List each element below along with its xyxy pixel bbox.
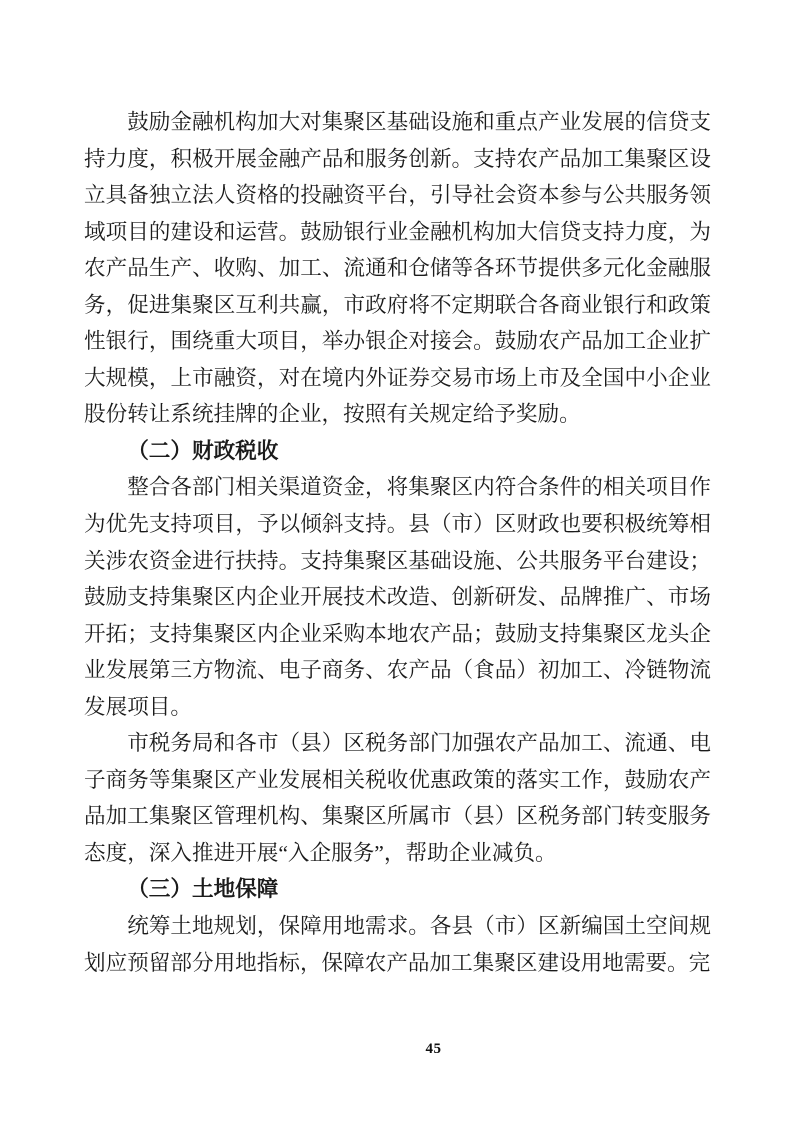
page-number: 45 bbox=[425, 1041, 442, 1057]
paragraph: 整合各部门相关渠道资金，将集聚区内符合条件的相关项目作为优先支持项目，予以倾斜支持。县（市）区财政也要积极统筹相关涉农资金进行扶持。支持集聚区基础设施、公共服务平台建设；鼓励支持集聚区内企业开展技术改造、创新研发、品牌推广、市场开拓；支持集聚区内企业采购本地农产品；鼓励支持集聚区龙头企业发展第三方物流、电子商务、农产品（食品）初加工、冷链物流发展项目。 bbox=[84, 475, 711, 719]
section-heading: （二）财政税收 bbox=[127, 438, 279, 463]
document-body bbox=[84, 104, 711, 981]
paragraph: 鼓励金融机构加大对集聚区基础设施和重点产业发展的信贷支持力度，积极开展金融产品和服务创新。支持农产品加工集聚区设立具备独立法人资格的投融资平台，引导社会资本参与公共服务领域项目的建设和运营。鼓励银行业金融机构加大信贷支持力度，为农产品生产、收购、加工、流通和仓储等各环节提供多元化金融服务，促进集聚区互利共赢，市政府将不定期联合各商业银行和政策性银行，围绕重大项目，举办银企对接会。鼓励农产品加工企业扩大规模，上市融资，对在境内外证券交易市场上市及全国中小企业股份转让系统挂牌的企业，按照有关规定给予奖励。 bbox=[84, 110, 711, 427]
section-heading: （三）土地保障 bbox=[127, 877, 279, 902]
paragraph: 统筹土地规划，保障用地需求。各县（市）区新编国土空间规划应预留部分用地指标，保障农产品加工集聚区建设用地需要。完 bbox=[84, 914, 711, 975]
paragraph: 市税务局和各市（县）区税务部门加强农产品加工、流通、电子商务等集聚区产业发展相关税收优惠政策的落实工作，鼓励农产品加工集聚区管理机构、集聚区所属市（县）区税务部门转变服务态度，深入推进开展“入企服务”，帮助企业减负。 bbox=[84, 731, 711, 865]
